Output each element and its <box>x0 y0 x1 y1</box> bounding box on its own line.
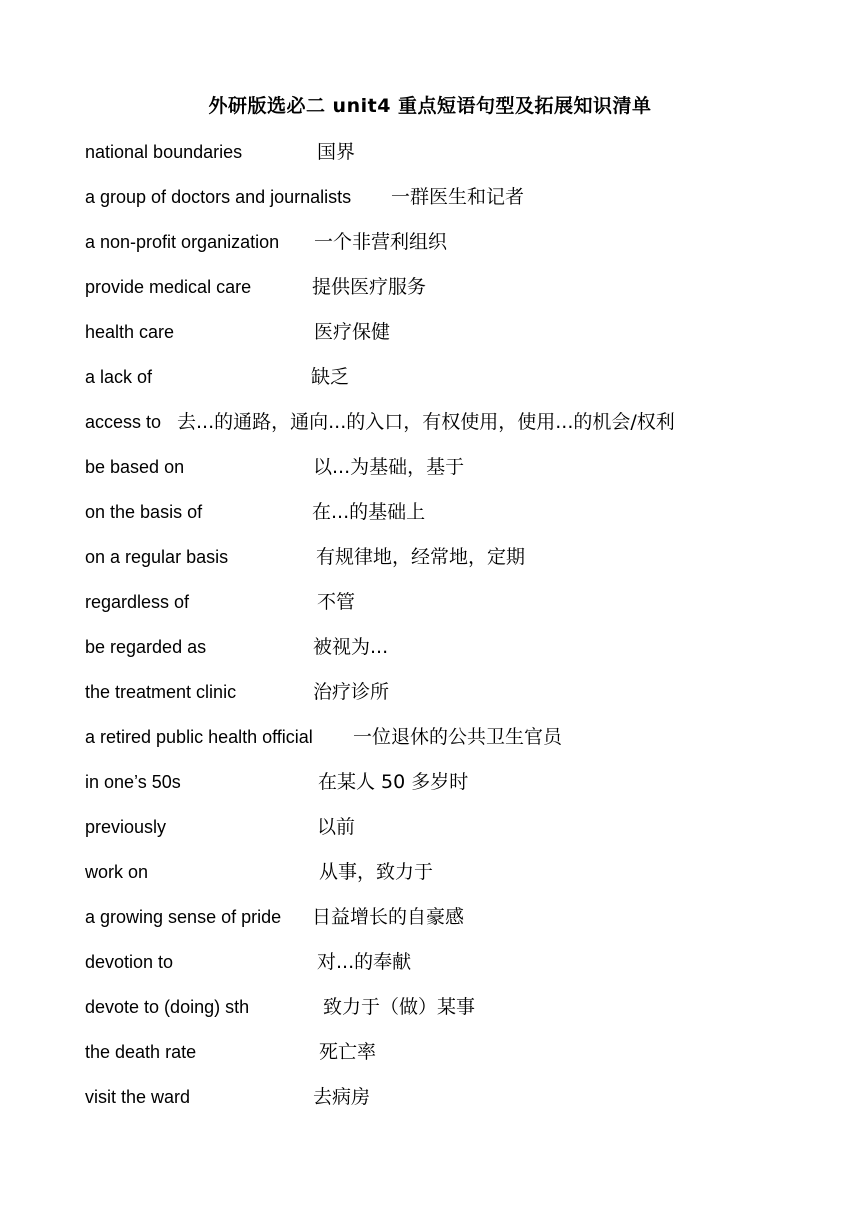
phrase-entry <box>85 947 805 992</box>
phrase-entry <box>85 812 805 857</box>
english-phrase: in one’s 50s <box>85 772 181 792</box>
chinese-meaning: 去...的通路，通向...的入口，有权使用，使用...的机会/权利 <box>177 411 675 433</box>
chinese-meaning: 一群医生和记者 <box>391 186 525 208</box>
english-phrase: on the basis of <box>85 502 203 522</box>
phrase-entry <box>85 317 805 362</box>
english-phrase: regardless of <box>85 592 190 612</box>
english-phrase: on a regular basis <box>85 547 229 567</box>
chinese-meaning: 以...为基础，基于 <box>313 456 465 478</box>
english-phrase: the death rate <box>85 1042 197 1062</box>
phrase-entry <box>85 857 805 902</box>
english-phrase: previously <box>85 817 167 837</box>
chinese-meaning: 一位退休的公共卫生官员 <box>353 726 563 748</box>
english-phrase: a growing sense of pride <box>85 907 282 927</box>
phrase-entry <box>85 362 805 407</box>
phrase-entry <box>85 677 805 722</box>
chinese-meaning: 日益增长的自豪感 <box>312 906 465 928</box>
phrase-entry <box>85 407 805 452</box>
english-phrase: health care <box>85 322 175 342</box>
chinese-meaning: 有规律地，经常地，定期 <box>316 546 526 568</box>
chinese-meaning: 被视为... <box>313 636 389 658</box>
chinese-meaning: 一个非营利组织 <box>314 231 448 253</box>
phrase-entry <box>85 1082 805 1127</box>
phrase-entry <box>85 992 805 1037</box>
phrase-entry <box>85 542 805 587</box>
english-phrase: work on <box>85 862 149 882</box>
english-phrase: a non-profit organization <box>85 232 280 252</box>
english-phrase: a group of doctors and journalists <box>85 187 352 207</box>
phrase-entry <box>85 1037 805 1082</box>
chinese-meaning: 提供医疗服务 <box>312 276 427 298</box>
phrase-entry <box>85 272 805 317</box>
phrase-entry <box>85 137 805 182</box>
phrase-entry <box>85 632 805 677</box>
chinese-meaning: 不管 <box>317 591 356 613</box>
chinese-meaning: 医疗保健 <box>314 321 391 343</box>
english-phrase: be regarded as <box>85 637 207 657</box>
phrase-list <box>85 137 805 1127</box>
chinese-meaning: 国界 <box>317 141 356 163</box>
phrase-entry <box>85 227 805 272</box>
phrase-entry <box>85 902 805 947</box>
english-phrase: devotion to <box>85 952 174 972</box>
chinese-meaning: 在某人 50 多岁时 <box>318 771 469 793</box>
english-phrase: a retired public health official <box>85 727 313 747</box>
phrase-entry <box>85 587 805 632</box>
chinese-meaning: 对...的奉献 <box>317 951 412 973</box>
english-phrase: provide medical care <box>85 277 252 297</box>
phrase-entry <box>85 722 805 767</box>
english-phrase: be based on <box>85 457 185 477</box>
phrase-entry <box>85 182 805 227</box>
english-phrase: the treatment clinic <box>85 682 237 702</box>
english-phrase: national boundaries <box>85 142 243 162</box>
chinese-meaning: 去病房 <box>313 1086 371 1108</box>
english-phrase: visit the ward <box>85 1087 191 1107</box>
english-phrase: access to <box>85 412 162 432</box>
chinese-meaning: 致力于（做）某事 <box>323 996 476 1018</box>
english-phrase: devote to (doing) sth <box>85 997 250 1017</box>
chinese-meaning: 在...的基础上 <box>312 501 426 523</box>
chinese-meaning: 以前 <box>317 816 356 838</box>
phrase-entry <box>85 452 805 497</box>
phrase-entry <box>85 767 805 812</box>
chinese-meaning: 缺乏 <box>311 366 350 388</box>
chinese-meaning: 死亡率 <box>319 1041 377 1063</box>
document-title: 外研版选必二 unit4 重点短语句型及拓展知识清单 <box>208 95 652 117</box>
chinese-meaning: 治疗诊所 <box>313 681 390 703</box>
english-phrase: a lack of <box>85 367 153 387</box>
phrase-entry <box>85 497 805 542</box>
chinese-meaning: 从事，致力于 <box>319 861 434 883</box>
